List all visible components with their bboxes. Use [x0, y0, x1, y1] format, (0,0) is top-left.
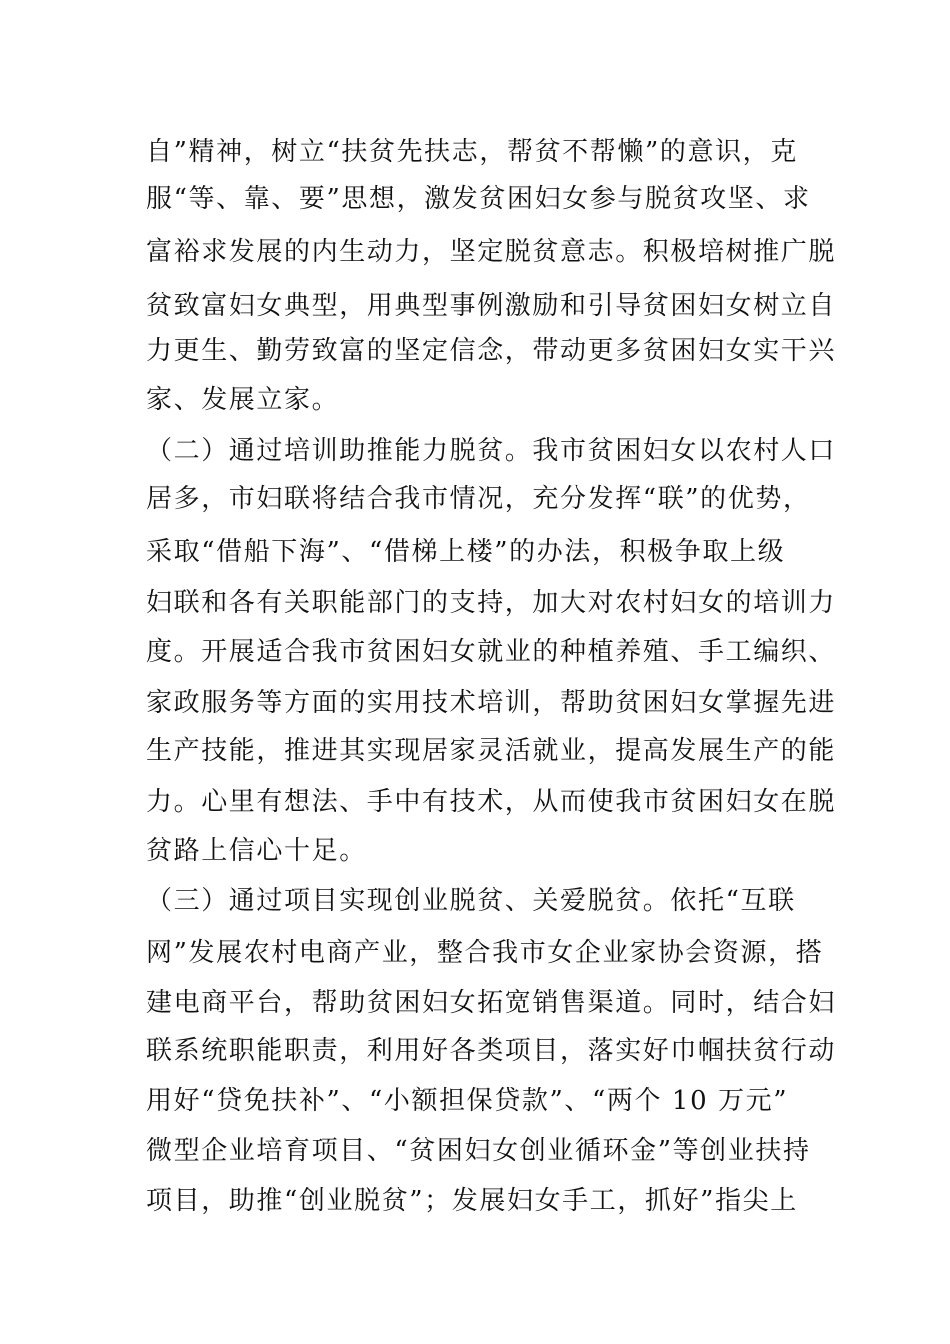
text-line: 用好“贷免扶补”、“小额担保贷款”、“两个 10 万元”	[146, 1086, 789, 1116]
text-line: 贫致富妇女典型，用典型事例激励和引导贫困妇女树立自	[146, 291, 837, 321]
text-line: 度。开展适合我市贫困妇女就业的种植养殖、手工编织、	[146, 637, 837, 667]
text-line: 微型企业培育项目、“贫困妇女创业循环金”等创业扶持	[146, 1136, 811, 1166]
text-line: 力。心里有想法、手中有技术，从而使我市贫困妇女在脱	[146, 787, 837, 817]
text-line: 力更生、勤劳致富的坚定信念，带动更多贫困妇女实干兴	[146, 336, 837, 366]
text-line: 居多，市妇联将结合我市情况，充分发挥“联”的优势，	[146, 484, 811, 514]
text-line: 网”发展农村电商产业，整合我市女企业家协会资源，搭	[146, 938, 824, 968]
text-line: 服“等、靠、要”思想，激发贫困妇女参与脱贫攻坚、求	[146, 184, 811, 214]
text-line: 妇联和各有关职能部门的支持，加大对农村妇女的培训力	[146, 588, 837, 618]
text-line: 家政服务等方面的实用技术培训，帮助贫困妇女掌握先进	[146, 688, 837, 718]
text-line: 富裕求发展的内生动力，坚定脱贫意志。积极培树推广脱	[146, 237, 837, 267]
text-line: 家、发展立家。	[146, 385, 340, 415]
text-line: 项目，助推“创业脱贫”；发展妇女手工，抓好”指尖上	[146, 1186, 798, 1216]
text-line: 生产技能，推进其实现居家灵活就业，提高发展生产的能	[146, 736, 837, 766]
text-line: 自”精神，树立“扶贫先扶志，帮贫不帮懒”的意识，克	[146, 137, 798, 167]
text-line: 建电商平台，帮助贫困妇女拓宽销售渠道。同时，结合妇	[146, 988, 837, 1018]
text-line: 贫路上信心十足。	[146, 836, 367, 866]
text-line: 联系统职能职责，利用好各类项目，落实好巾帼扶贫行动	[146, 1036, 837, 1066]
text-line: 采取“借船下海”、“借梯上楼”的办法，积极争取上级	[146, 537, 786, 567]
section-heading-line: （二）通过培训助推能力脱贫。我市贫困妇女以农村人口	[146, 436, 837, 466]
section-heading-line: （三）通过项目实现创业脱贫、关爱脱贫。依托“互联	[146, 886, 796, 916]
